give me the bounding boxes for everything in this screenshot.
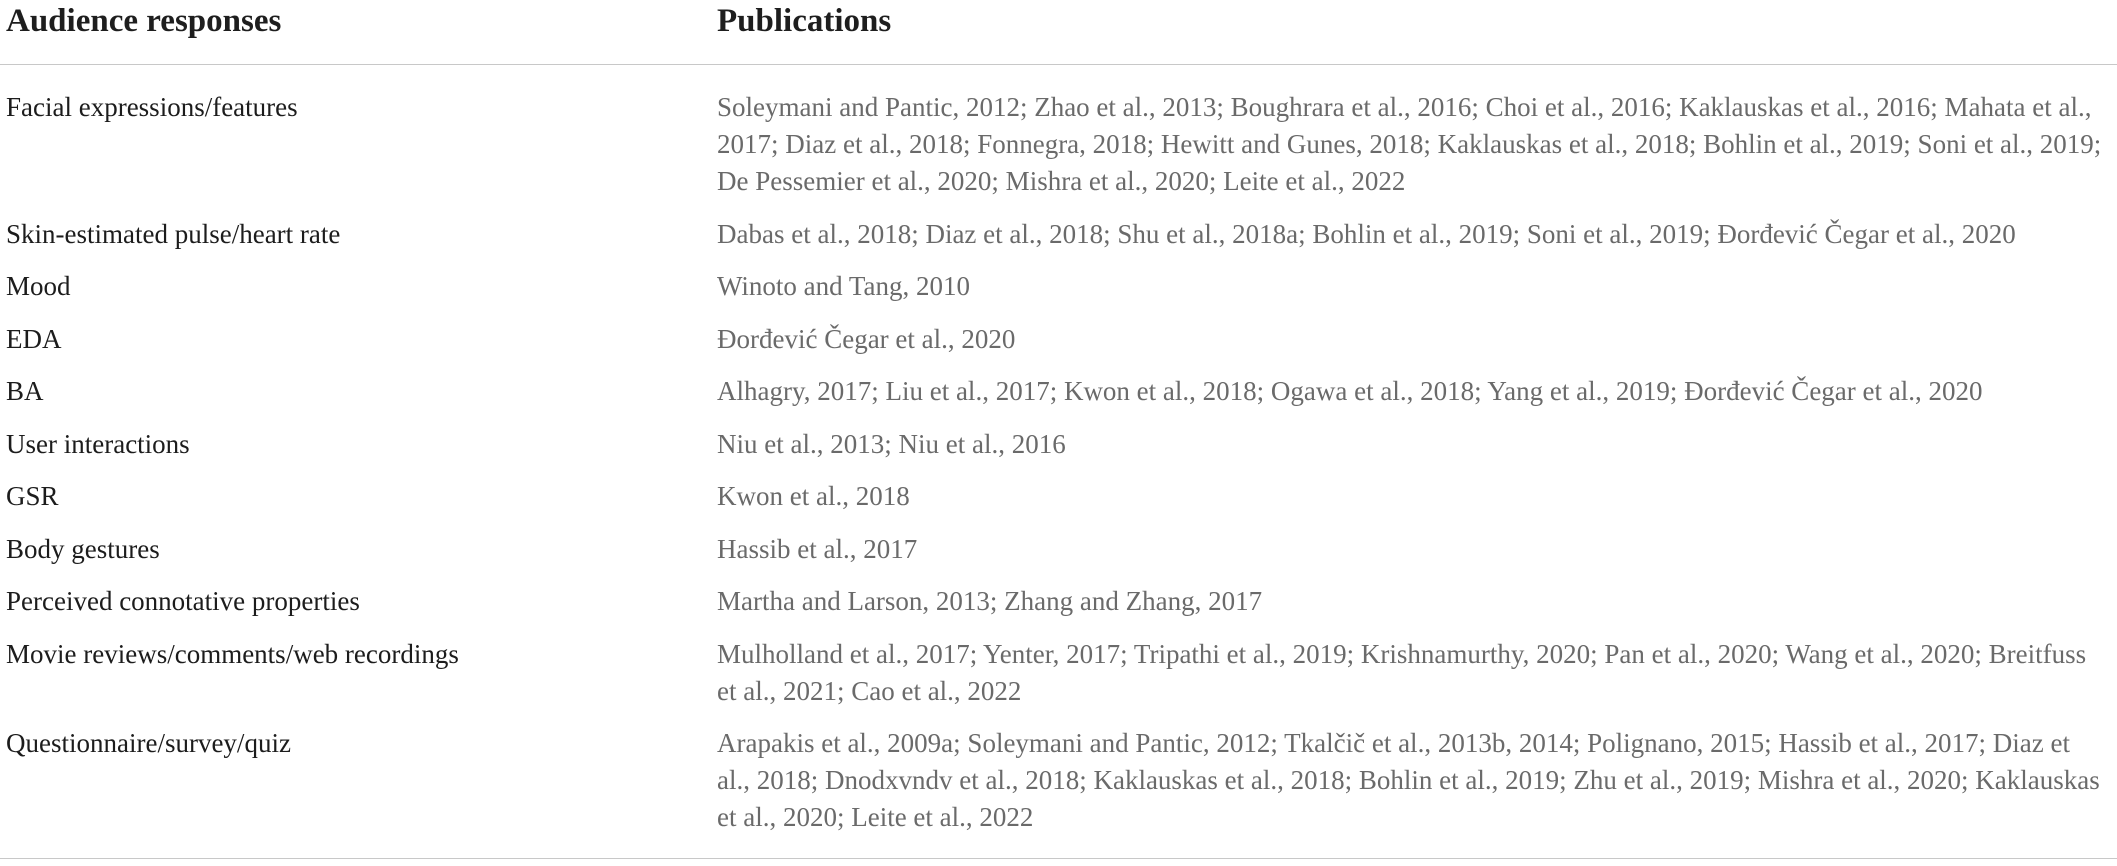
table-row: [0, 583, 2117, 620]
table-row: [0, 426, 2117, 463]
response-cell: Skin-estimated pulse/heart rate: [6, 218, 341, 249]
publications-cell: Soleymani and Pantic, 2012; Zhao et al., 2013; Boughrara et al., 2016; Choi et al., 2016; Kaklauskas et al., 2016; Mahata et al., 2017; Diaz et al., 2018; Fonnegra, 2018; Hewitt and Gunes, 2018; Kaklauskas et al., 2018; Bohlin et al., 2019; Soni et al., 2019; De Pessemier et al., 2020; Mishra et al., 2020; Leite et al., 2022: [717, 92, 2102, 196]
response-cell: Questionnaire/survey/quiz: [6, 728, 291, 758]
header-publications: Publications: [717, 3, 892, 39]
table-row: [0, 478, 2117, 515]
table-row: [0, 373, 2117, 410]
publications-cell: Martha and Larson, 2013; Zhang and Zhang, 2017: [717, 586, 1263, 616]
header-audience-responses: Audience responses: [6, 3, 282, 39]
table-header: [0, 0, 2117, 65]
publications-cell: Winoto and Tang, 2010: [717, 271, 970, 301]
response-cell: EDA: [6, 323, 62, 354]
table-body: [0, 89, 2117, 852]
publications-cell: Dabas et al., 2018; Diaz et al., 2018; Shu et al., 2018a; Bohlin et al., 2019; Soni et al., 2019; Đorđević Čegar et al., 2020: [717, 218, 2016, 249]
response-cell: GSR: [6, 481, 59, 511]
response-cell: Movie reviews/comments/web recordings: [6, 638, 459, 669]
table-row: [0, 531, 2117, 568]
response-cell: Body gestures: [6, 533, 160, 564]
response-cell: BA: [6, 376, 44, 406]
response-cell: Perceived connotative properties: [6, 586, 360, 616]
table-row: [0, 636, 2117, 710]
table-row: [0, 89, 2117, 200]
table-row: [0, 216, 2117, 253]
response-cell: User interactions: [6, 428, 190, 459]
publications-cell: Niu et al., 2013; Niu et al., 2016: [717, 428, 1066, 459]
response-cell: Facial expressions/features: [6, 92, 298, 122]
table-row: [0, 725, 2117, 836]
response-cell: Mood: [6, 271, 71, 301]
publications-cell: Arapakis et al., 2009a; Soleymani and Pantic, 2012; Tkalčič et al., 2013b, 2014; Polignano, 2015; Hassib et al., 2017; Diaz et al., 2018; Dnodxvndv et al., 2018; Kaklauskas et al., 2018; Bohlin et al., 2019; Zhu et al., 2019; Mishra et al., 2020; Kaklauskas et al., 2020; Leite et al., 2022: [717, 728, 2100, 832]
publications-cell: Alhagry, 2017; Liu et al., 2017; Kwon et al., 2018; Ogawa et al., 2018; Yang et al., 2019; Đorđević Čegar et al., 2020: [717, 376, 1983, 406]
table-row: [0, 321, 2117, 358]
table-bottom-rule: [0, 858, 2117, 859]
publications-cell: Mulholland et al., 2017; Yenter, 2017; Tripathi et al., 2019; Krishnamurthy, 2020; Pan et al., 2020; Wang et al., 2020; Breitfuss et al., 2021; Cao et al., 2022: [717, 638, 2087, 706]
publications-cell: Hassib et al., 2017: [717, 533, 918, 564]
publications-cell: Đorđević Čegar et al., 2020: [717, 323, 1016, 354]
table-row: [0, 268, 2117, 305]
publications-cell: Kwon et al., 2018: [717, 481, 910, 511]
